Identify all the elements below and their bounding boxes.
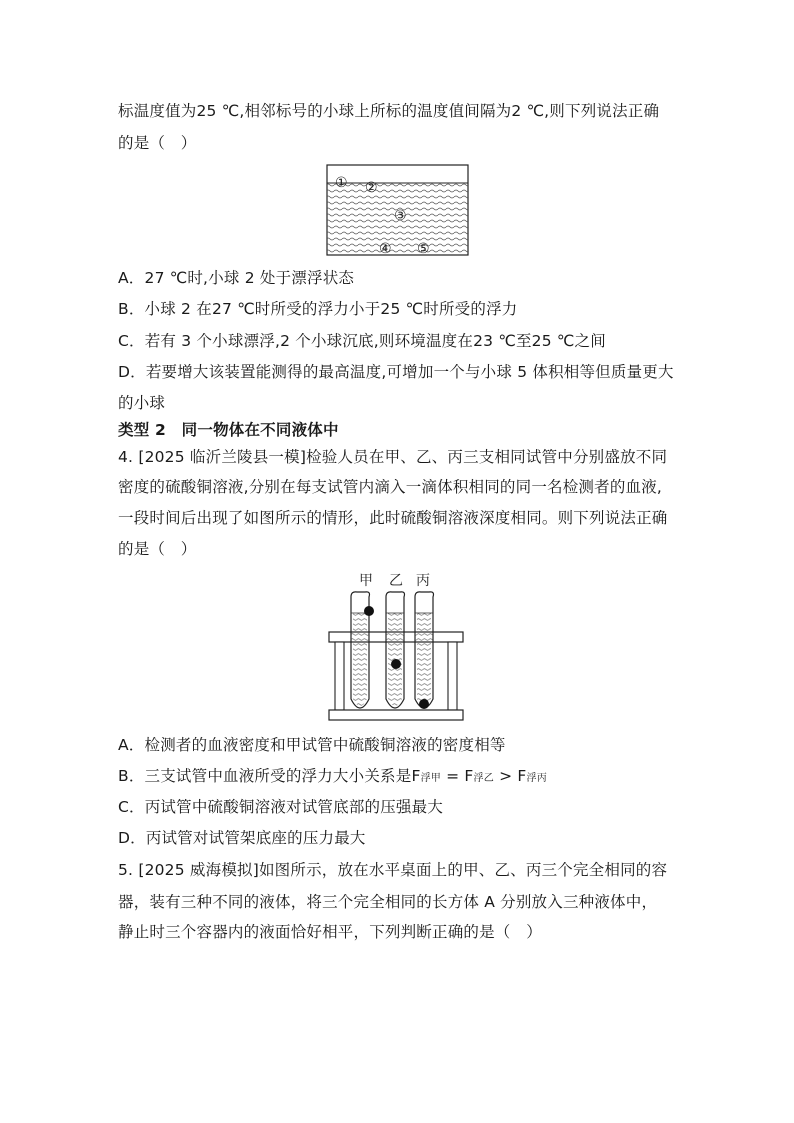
- q3-option-d-line2: 的小球: [118, 394, 166, 412]
- test-tubes-figure: [327, 567, 465, 725]
- buoyancy-f3: F: [517, 767, 527, 785]
- q4-stem-line4: 的是（ ）: [118, 540, 197, 558]
- q3-option-b: B．小球 2 在27 ℃时所受的浮力小于25 ℃时所受的浮力: [118, 300, 518, 318]
- blood-drop-yi: [391, 659, 401, 669]
- buoyancy-f2-sub: 浮乙: [473, 773, 494, 784]
- q3-stem-line1: 标温度值为25 ℃,相邻标号的小球上所标的温度值间隔为2 ℃,则下列说法正确: [118, 102, 660, 120]
- q4-option-b-text: B．三支试管中血液所受的浮力大小关系是: [118, 767, 412, 785]
- blood-drop-jia: [364, 606, 374, 616]
- equals-sign: =: [440, 767, 465, 785]
- tube-label-bing: 丙: [416, 573, 430, 589]
- greater-sign: >: [493, 767, 518, 785]
- buoyancy-f3-sub: 浮丙: [526, 773, 547, 784]
- buoyancy-f2: F: [464, 767, 474, 785]
- q4-option-d: D．丙试管对试管架底座的压力最大: [118, 829, 366, 847]
- q5-stem-line1: 5. [2025 威海模拟]如图所示，放在水平桌面上的甲、乙、丙三个完全相同的容: [118, 861, 668, 879]
- buoyancy-f1: F: [411, 767, 421, 785]
- q3-option-c: C．若有 3 个小球漂浮,2 个小球沉底,则环境温度在23 ℃至25 ℃之间: [118, 332, 606, 350]
- ball-label-5: ⑤: [417, 241, 430, 257]
- balls-container-figure: [326, 164, 470, 258]
- ball-label-2: ②: [365, 180, 378, 196]
- q3-stem-line2: 的是（ ）: [118, 134, 197, 152]
- q3-option-d-line1: D．若要增大该装置能测得的最高温度,可增加一个与小球 5 体积相等但质量更大: [118, 363, 674, 381]
- q5-stem-line2: 器，装有三种不同的液体，将三个完全相同的长方体 A 分别放入三种液体中，: [118, 893, 658, 911]
- section-heading: 类型 2 同一物体在不同液体中: [118, 421, 339, 439]
- blood-drop-bing: [419, 699, 429, 709]
- tube-label-jia: 甲: [359, 573, 373, 589]
- q4-stem-line2: 密度的硫酸铜溶液,分别在每支试管内滴入一滴体积相同的同一名检测者的血液,: [118, 478, 663, 496]
- q4-option-a: A．检测者的血液密度和甲试管中硫酸铜溶液的密度相等: [118, 736, 506, 754]
- tube-label-yi: 乙: [389, 573, 403, 589]
- buoyancy-f1-sub: 浮甲: [420, 773, 441, 784]
- ball-label-1: ①: [335, 175, 348, 191]
- q3-option-a: A．27 ℃时,小球 2 处于漂浮状态: [118, 269, 355, 287]
- ball-label-4: ④: [379, 241, 392, 257]
- ball-label-3: ③: [394, 208, 407, 224]
- q4-option-b: [118, 765, 547, 790]
- q4-option-c: C．丙试管中硫酸铜溶液对试管底部的压强最大: [118, 798, 444, 816]
- q4-stem-line3: 一段时间后出现了如图所示的情形，此时硫酸铜溶液深度相同。则下列说法正确: [118, 509, 668, 527]
- q4-stem-line1: 4. [2025 临沂兰陵县一模]检验人员在甲、乙、丙三支相同试管中分别盛放不同: [118, 448, 668, 466]
- q5-stem-line3: 静止时三个容器内的液面恰好相平，下列判断正确的是（ ）: [118, 923, 542, 941]
